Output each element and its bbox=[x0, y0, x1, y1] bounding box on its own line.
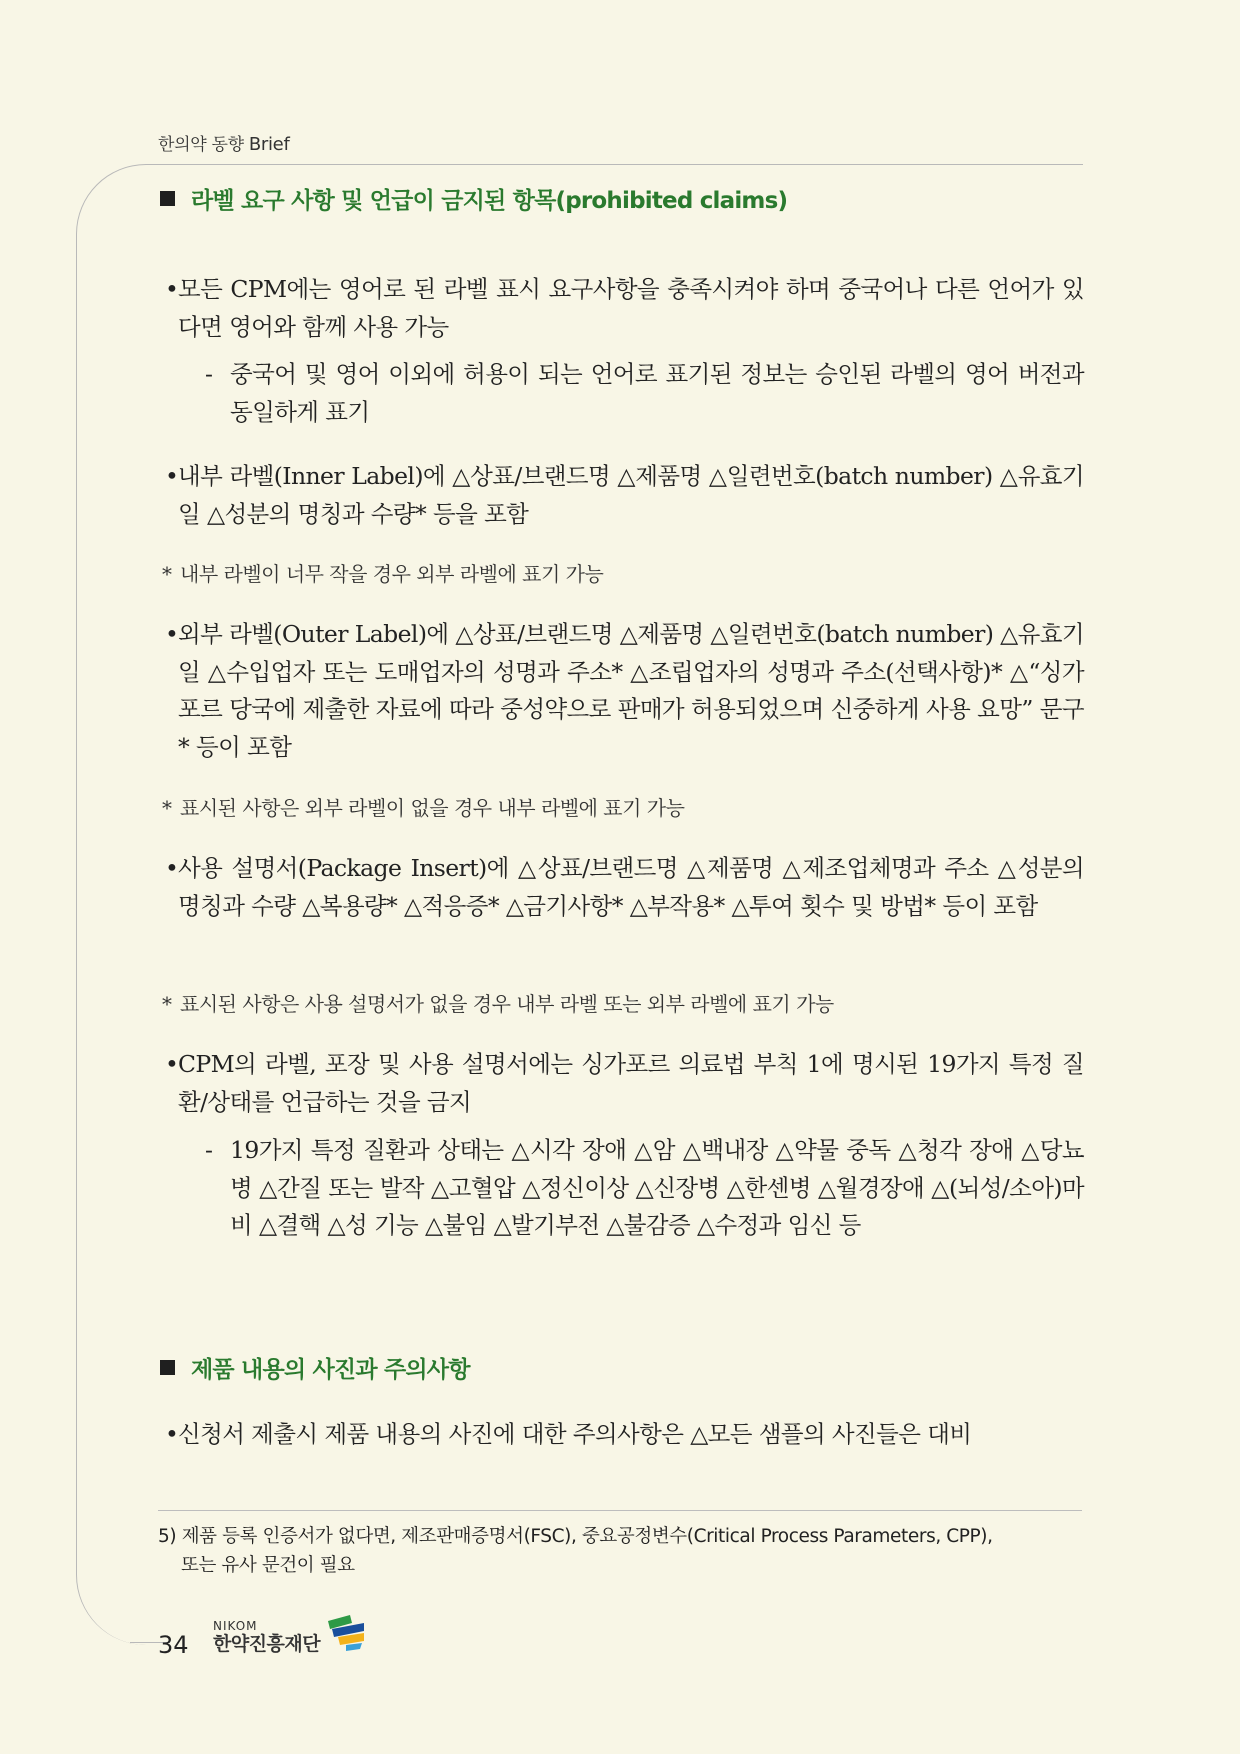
bullet-icon: • bbox=[165, 275, 179, 303]
logo-korean: 한약진흥재단 bbox=[213, 1633, 321, 1655]
page-number: 34 bbox=[158, 1631, 189, 1659]
note-text: 내부 라벨이 너무 작을 경우 외부 라벨에 표기 가능 bbox=[180, 562, 604, 586]
paragraph-text: 사용 설명서(Package Insert)에 △상표/브랜드명 △제품명 △제조업체명과 주소 △성분의 명칭과 수량 △복용량* △적응증* △금기사항* △부작용* △투여 횟수 및 방법* 등이 포함 bbox=[178, 854, 1084, 920]
asterisk-icon: * bbox=[162, 796, 172, 820]
subitem-text: 중국어 및 영어 이외에 허용이 되는 언어로 표기된 정보는 승인된 라벨의 영어 버전과 동일하게 표기 bbox=[230, 360, 1084, 426]
running-header-brief: Brief bbox=[248, 134, 290, 155]
note-outer-label bbox=[162, 794, 1080, 822]
section-heading-text: 라벨 요구 사항 및 언급이 금지된 항목(prohibited claims) bbox=[191, 188, 788, 214]
footnote-line1: 제품 등록 인증서가 없다면, 제조판매증명서(FSC), 중요공정변수(Critical Process Parameters, CPP), bbox=[181, 1526, 993, 1547]
footnote-divider bbox=[158, 1510, 1082, 1511]
paragraph-prohibited-conditions bbox=[165, 1046, 1084, 1121]
bullet-icon: • bbox=[165, 854, 179, 882]
asterisk-icon: * bbox=[162, 562, 172, 586]
paragraph-inner-label bbox=[165, 458, 1084, 533]
paragraph-cpm-language bbox=[165, 271, 1084, 346]
square-bullet-icon bbox=[160, 191, 175, 206]
footnote-number: 5) bbox=[158, 1526, 177, 1547]
asterisk-icon: * bbox=[162, 992, 172, 1016]
paragraph-outer-label bbox=[165, 616, 1084, 766]
nikom-emblem-icon bbox=[324, 1615, 368, 1653]
paragraph-photo-precautions bbox=[165, 1416, 1084, 1454]
section-heading-product-photos bbox=[160, 1351, 470, 1384]
bullet-icon: • bbox=[165, 1420, 179, 1448]
dash-icon: - bbox=[205, 1136, 213, 1164]
subitem-19-conditions bbox=[205, 1132, 1084, 1245]
paragraph-package-insert bbox=[165, 850, 1084, 925]
section-heading-text: 제품 내용의 사진과 주의사항 bbox=[191, 1357, 470, 1383]
note-package-insert bbox=[162, 990, 1080, 1018]
bullet-icon: • bbox=[165, 462, 179, 490]
note-text: 표시된 사항은 외부 라벨이 없을 경우 내부 라벨에 표기 가능 bbox=[180, 796, 685, 820]
logo-english: NIKOM bbox=[213, 1619, 258, 1633]
note-inner-label bbox=[162, 560, 1080, 588]
paragraph-text: 모든 CPM에는 영어로 된 라벨 표시 요구사항을 충족시켜야 하며 중국어나 다른 언어가 있다면 영어와 함께 사용 가능 bbox=[178, 275, 1084, 341]
bullet-icon: • bbox=[165, 1050, 179, 1078]
paragraph-text: 신청서 제출시 제품 내용의 사진에 대한 주의사항은 △모든 샘플의 사진들은 대비 bbox=[178, 1420, 972, 1448]
running-header-title: 한의약 동향 bbox=[158, 135, 244, 155]
running-header bbox=[158, 130, 290, 155]
note-text: 표시된 사항은 사용 설명서가 없을 경우 내부 라벨 또는 외부 라벨에 표기 가능 bbox=[180, 992, 834, 1016]
section-heading-label-claims bbox=[160, 182, 787, 215]
footnote-line2: 또는 유사 문건이 필요 bbox=[181, 1555, 355, 1576]
paragraph-text: 내부 라벨(Inner Label)에 △상표/브랜드명 △제품명 △일련번호(batch number) △유효기일 △성분의 명칭과 수량* 등을 포함 bbox=[178, 462, 1084, 528]
square-bullet-icon bbox=[160, 1360, 175, 1375]
bullet-icon: • bbox=[165, 620, 179, 648]
paragraph-text: CPM의 라벨, 포장 및 사용 설명서에는 싱가포르 의료법 부칙 1에 명시된 19가지 특정 질환/상태를 언급하는 것을 금지 bbox=[178, 1050, 1084, 1116]
subitem-text: 19가지 특정 질환과 상태는 △시각 장애 △암 △백내장 △약물 중독 △청각 장애 △당뇨병 △간질 또는 발작 △고혈압 △정신이상 △신장병 △한센병 △월경장애 △(뇌성/소아)마비 △결핵 △성 기능 △불임 △발기부전 △불감증 △수정과 임신 등 bbox=[230, 1136, 1084, 1239]
nikom-logo bbox=[213, 1615, 368, 1655]
paragraph-text: 외부 라벨(Outer Label)에 △상표/브랜드명 △제품명 △일련번호(batch number) △유효기일 △수입업자 또는 도매업자의 성명과 주소* △조립업자의 성명과 주소(선택사항)* △“싱가포르 당국에 제출한 자료에 따라 중성약으로 판매가 허용되었으며 신중하게 사용 요망” 문구* 등이 포함 bbox=[178, 620, 1084, 761]
logo-text bbox=[213, 1619, 320, 1655]
dash-icon: - bbox=[205, 360, 213, 388]
subitem-other-language bbox=[205, 356, 1084, 431]
footnote-5 bbox=[158, 1522, 1084, 1580]
